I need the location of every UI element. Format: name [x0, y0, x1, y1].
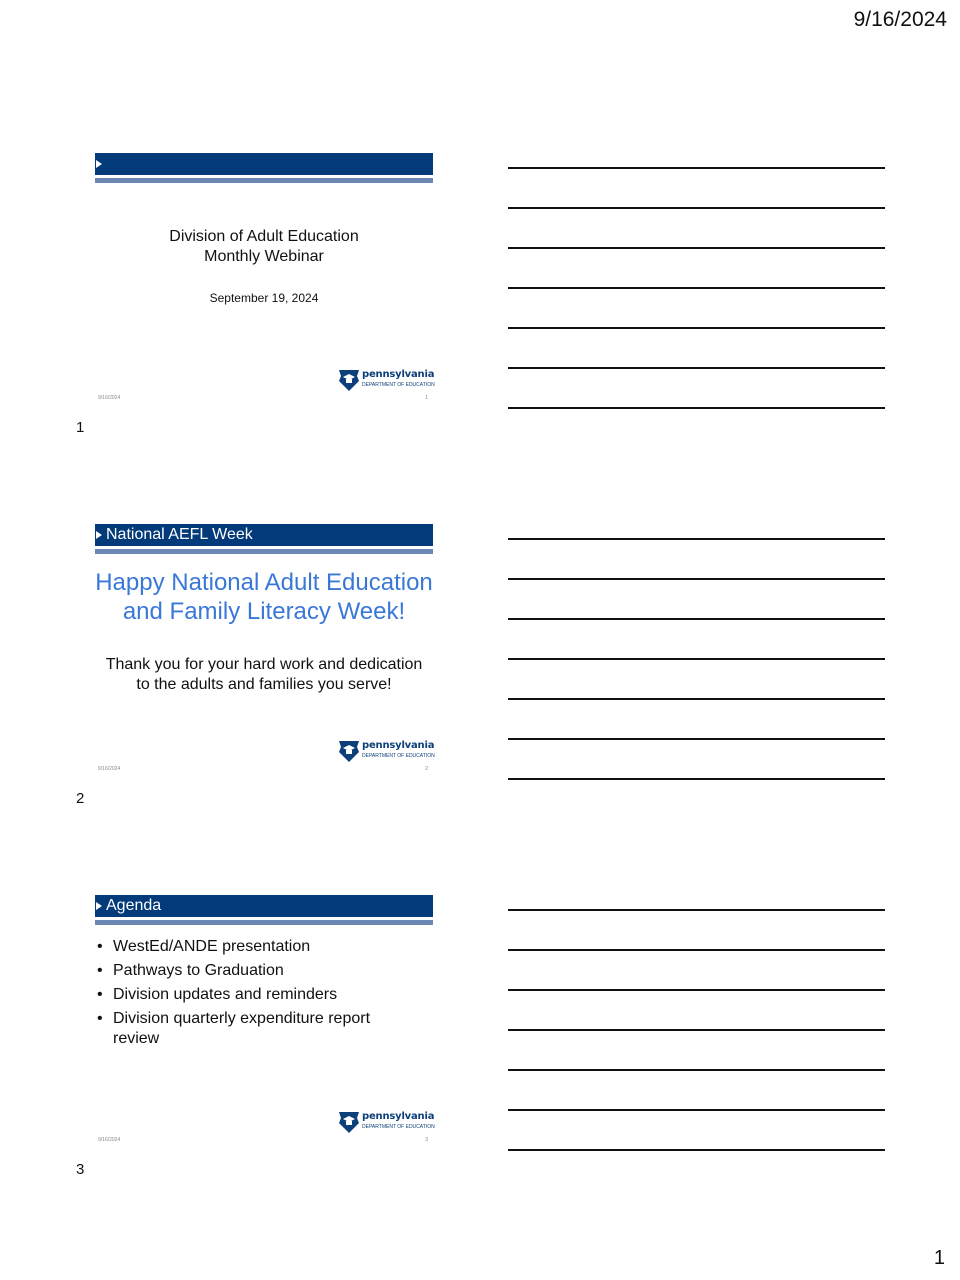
slide-body-line: Thank you for your hard work and dedication [105, 656, 423, 673]
pa-education-logo [337, 368, 433, 392]
note-line [508, 618, 885, 620]
note-line [508, 538, 885, 540]
slide-3 [93, 895, 435, 1153]
slide-subtitle-date: September 19, 2024 [209, 291, 319, 305]
agenda-item-text: Division quarterly expenditure report [113, 1010, 371, 1027]
keystone-logo-icon [337, 368, 361, 392]
note-line [508, 578, 885, 580]
bullet: • [97, 986, 103, 1003]
slide-footer-date: 9/16/2024 [98, 766, 121, 772]
note-line [508, 1149, 885, 1151]
bullet: • [97, 1010, 103, 1027]
agenda-item [95, 985, 405, 1005]
slide-footer-number: 1 [425, 395, 428, 401]
slide-body-text [93, 655, 435, 695]
page-date: 9/16/2024 [853, 8, 947, 31]
note-line [508, 698, 885, 700]
slide-footer-number: 3 [425, 1137, 428, 1143]
note-line [508, 989, 885, 991]
slide-headline-line: Happy National Adult Education [95, 569, 433, 596]
slide-body-line: to the adults and families you serve! [136, 676, 392, 693]
slide-1 [93, 153, 435, 411]
slide-header-bar [95, 153, 433, 175]
note-line [508, 738, 885, 740]
agenda-item-text: Pathways to Graduation [113, 962, 284, 979]
note-line [508, 367, 885, 369]
slide-footer-number: 2 [425, 766, 428, 772]
slide-title-line: Division of Adult Education [169, 228, 359, 245]
logo-subtitle: DEPARTMENT OF EDUCATION [362, 1124, 435, 1130]
note-line [508, 949, 885, 951]
logo-subtitle: DEPARTMENT OF EDUCATION [362, 382, 435, 388]
agenda-list [95, 937, 405, 1053]
note-line [508, 407, 885, 409]
logo-name: pennsylvania [362, 369, 435, 380]
slide-header-bar [95, 524, 433, 546]
slide-header-title: National AEFL Week [106, 526, 253, 543]
slide-headline-line: and Family Literacy Week! [122, 598, 406, 625]
slide-arrow-icon [96, 531, 102, 539]
logo-subtitle: DEPARTMENT OF EDUCATION [362, 753, 435, 759]
pa-education-logo [337, 1110, 433, 1134]
slide-header-stripe [95, 920, 433, 925]
logo-name: pennsylvania [362, 1111, 435, 1122]
page-number: 1 [933, 1247, 945, 1269]
note-line [508, 247, 885, 249]
slide-footer-date: 9/16/2024 [98, 395, 121, 401]
note-line [508, 658, 885, 660]
slide-headline [89, 568, 439, 626]
slide-title [93, 227, 435, 267]
slide-arrow-icon [96, 160, 102, 168]
note-line [508, 207, 885, 209]
agenda-item-text: Division updates and reminders [113, 986, 338, 1003]
slide-number: 3 [76, 1161, 85, 1178]
slide-header-stripe [95, 178, 433, 183]
note-line [508, 167, 885, 169]
pa-education-logo [337, 739, 433, 763]
agenda-item [95, 1009, 405, 1049]
note-line [508, 287, 885, 289]
note-line [508, 909, 885, 911]
keystone-logo-icon [337, 739, 361, 763]
agenda-item-text: WestEd/ANDE presentation [113, 938, 311, 955]
agenda-item-text-continued: review [113, 1030, 160, 1047]
slide-number: 1 [76, 419, 85, 436]
agenda-item [95, 937, 405, 957]
slide-header-title: Agenda [106, 897, 162, 914]
slide-title-line: Monthly Webinar [204, 248, 324, 265]
note-line [508, 1069, 885, 1071]
agenda-item [95, 961, 405, 981]
bullet: • [97, 962, 103, 979]
slide-footer-date: 9/16/2024 [98, 1137, 121, 1143]
note-line [508, 1029, 885, 1031]
logo-name: pennsylvania [362, 740, 435, 751]
slide-number: 2 [76, 790, 85, 807]
bullet: • [97, 938, 103, 955]
slide-header-stripe [95, 549, 433, 554]
note-line [508, 327, 885, 329]
slide-arrow-icon [96, 902, 102, 910]
slide-2 [93, 524, 435, 782]
slide-header-bar [95, 895, 433, 917]
note-line [508, 1109, 885, 1111]
note-line [508, 778, 885, 780]
keystone-logo-icon [337, 1110, 361, 1134]
